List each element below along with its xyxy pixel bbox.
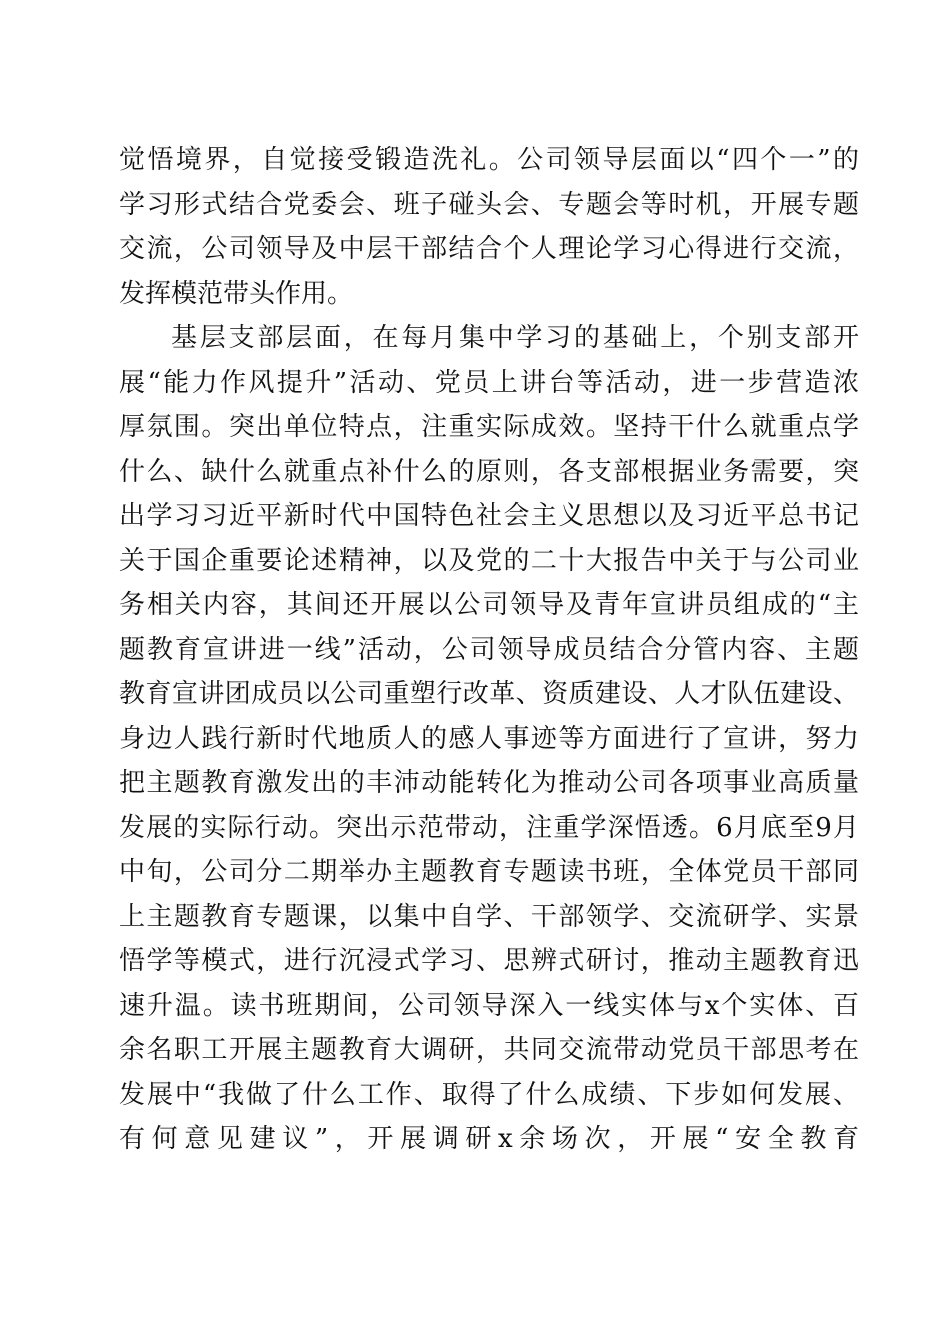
text-line: 把主题教育激发出的丰沛动能转化为推动公司各项事业高质量 [119,768,859,798]
text-line: 觉悟境界，自觉接受锻造洗礼。公司领导层面以“四个一”的 [119,145,859,175]
text-line: 身边人践行新时代地质人的感人事迹等方面进行了宣讲，努力 [119,723,859,754]
text-line: 题教育宣讲进一线”活动，公司领导成员结合分管内容、主题 [119,634,859,665]
text-line: 什么、缺什么就重点补什么的原则，各支部根据业务需要，突 [119,456,859,487]
body-text [119,138,859,1162]
text-line: 发展中“我做了什么工作、取得了什么成绩、下步如何发展、 [119,1079,859,1110]
text-line: 基层支部层面，在每月集中学习的基础上，个别支部开 [171,323,859,353]
text-line: 交流，公司领导及中层干部结合个人理论学习心得进行交流， [119,234,859,264]
text-line: 教育宣讲团成员以公司重塑行改革、资质建设、人才队伍建设、 [119,679,859,709]
text-line: 展“能力作风提升”活动、党员上讲台等活动，进一步营造浓 [119,367,859,398]
text-line: 速升温。读书班期间，公司领导深入一线实体与x个实体、百 [119,990,859,1021]
text-line: 务相关内容，其间还开展以公司领导及青年宣讲员组成的“主 [119,590,859,620]
text-line: 关于国企重要论述精神，以及党的二十大报告中关于与公司业 [119,545,859,576]
text-line: 学习形式结合党委会、班子碰头会、专题会等时机，开展专题 [119,189,859,220]
text-line: 发挥模范带头作用。 [119,278,354,309]
text-line: 余名职工开展主题教育大调研，共同交流带动党员干部思考在 [119,1035,859,1065]
text-line: 出学习习近平新时代中国特色社会主义思想以及习近平总书记 [119,501,859,531]
text-line: 发展的实际行动。突出示范带动，注重学深悟透。6月底至9月 [119,812,859,843]
paragraph-2 [119,316,859,1162]
text-line: 悟学等模式，进行沉浸式学习、思辨式研讨，推动主题教育迅 [119,946,859,976]
text-line: 有何意见建议”，开展调研x余场次，开展“安全教育 [119,1124,859,1154]
paragraph-1 [119,138,859,316]
text-line: 上主题教育专题课，以集中自学、干部领学、交流研学、实景 [119,901,859,932]
text-line: 中旬，公司分二期举办主题教育专题读书班，全体党员干部同 [119,857,859,887]
text-line: 厚氛围。突出单位特点，注重实际成效。坚持干什么就重点学 [119,412,859,442]
